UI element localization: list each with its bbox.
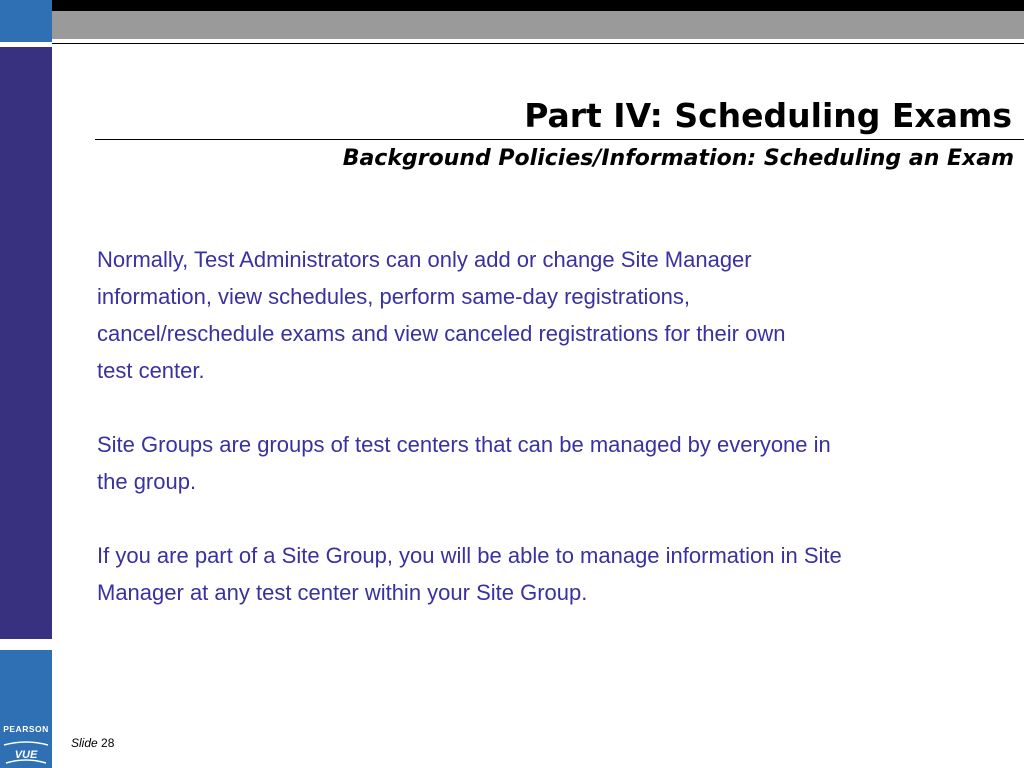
slide-label: Slide xyxy=(71,736,98,750)
paragraph-site-group-members xyxy=(97,537,997,611)
slide-title: Part IV: Scheduling Exams xyxy=(524,96,1012,135)
paragraph-line: cancel/reschedule exams and view canceled registrations for their own xyxy=(97,321,786,346)
paragraph-site-groups xyxy=(97,426,997,500)
vue-logo-icon xyxy=(2,736,50,766)
logo-wordmark: PEARSON xyxy=(3,724,49,734)
logo-mark-text: VUE xyxy=(14,749,38,761)
top-gray-band xyxy=(52,11,1024,39)
left-side-bar xyxy=(0,47,52,639)
paragraph-line: Site Groups are groups of test centers that can be managed by everyone in xyxy=(97,432,831,457)
top-divider-line xyxy=(52,43,1024,44)
paragraph-line: test center. xyxy=(97,358,205,383)
paragraph-line: If you are part of a Site Group, you will be able to manage information in Site xyxy=(97,543,842,568)
paragraph-line: information, view schedules, perform same-day registrations, xyxy=(97,284,691,309)
paragraph-line: the group. xyxy=(97,469,197,494)
paragraph-line: Manager at any test center within your Site Group. xyxy=(97,580,588,605)
slide-subtitle: Background Policies/Information: Scheduling an Exam xyxy=(342,146,1014,171)
title-underline xyxy=(95,139,1024,140)
slide-body xyxy=(97,241,997,648)
top-black-band xyxy=(52,0,1024,11)
corner-accent-block xyxy=(0,0,52,42)
pearson-vue-logo xyxy=(0,722,52,768)
paragraph-line: Normally, Test Administrators can only add or change Site Manager xyxy=(97,247,752,272)
slide-footer xyxy=(71,736,114,750)
paragraph-test-administrators xyxy=(97,241,997,389)
slide-number: 28 xyxy=(101,736,115,750)
